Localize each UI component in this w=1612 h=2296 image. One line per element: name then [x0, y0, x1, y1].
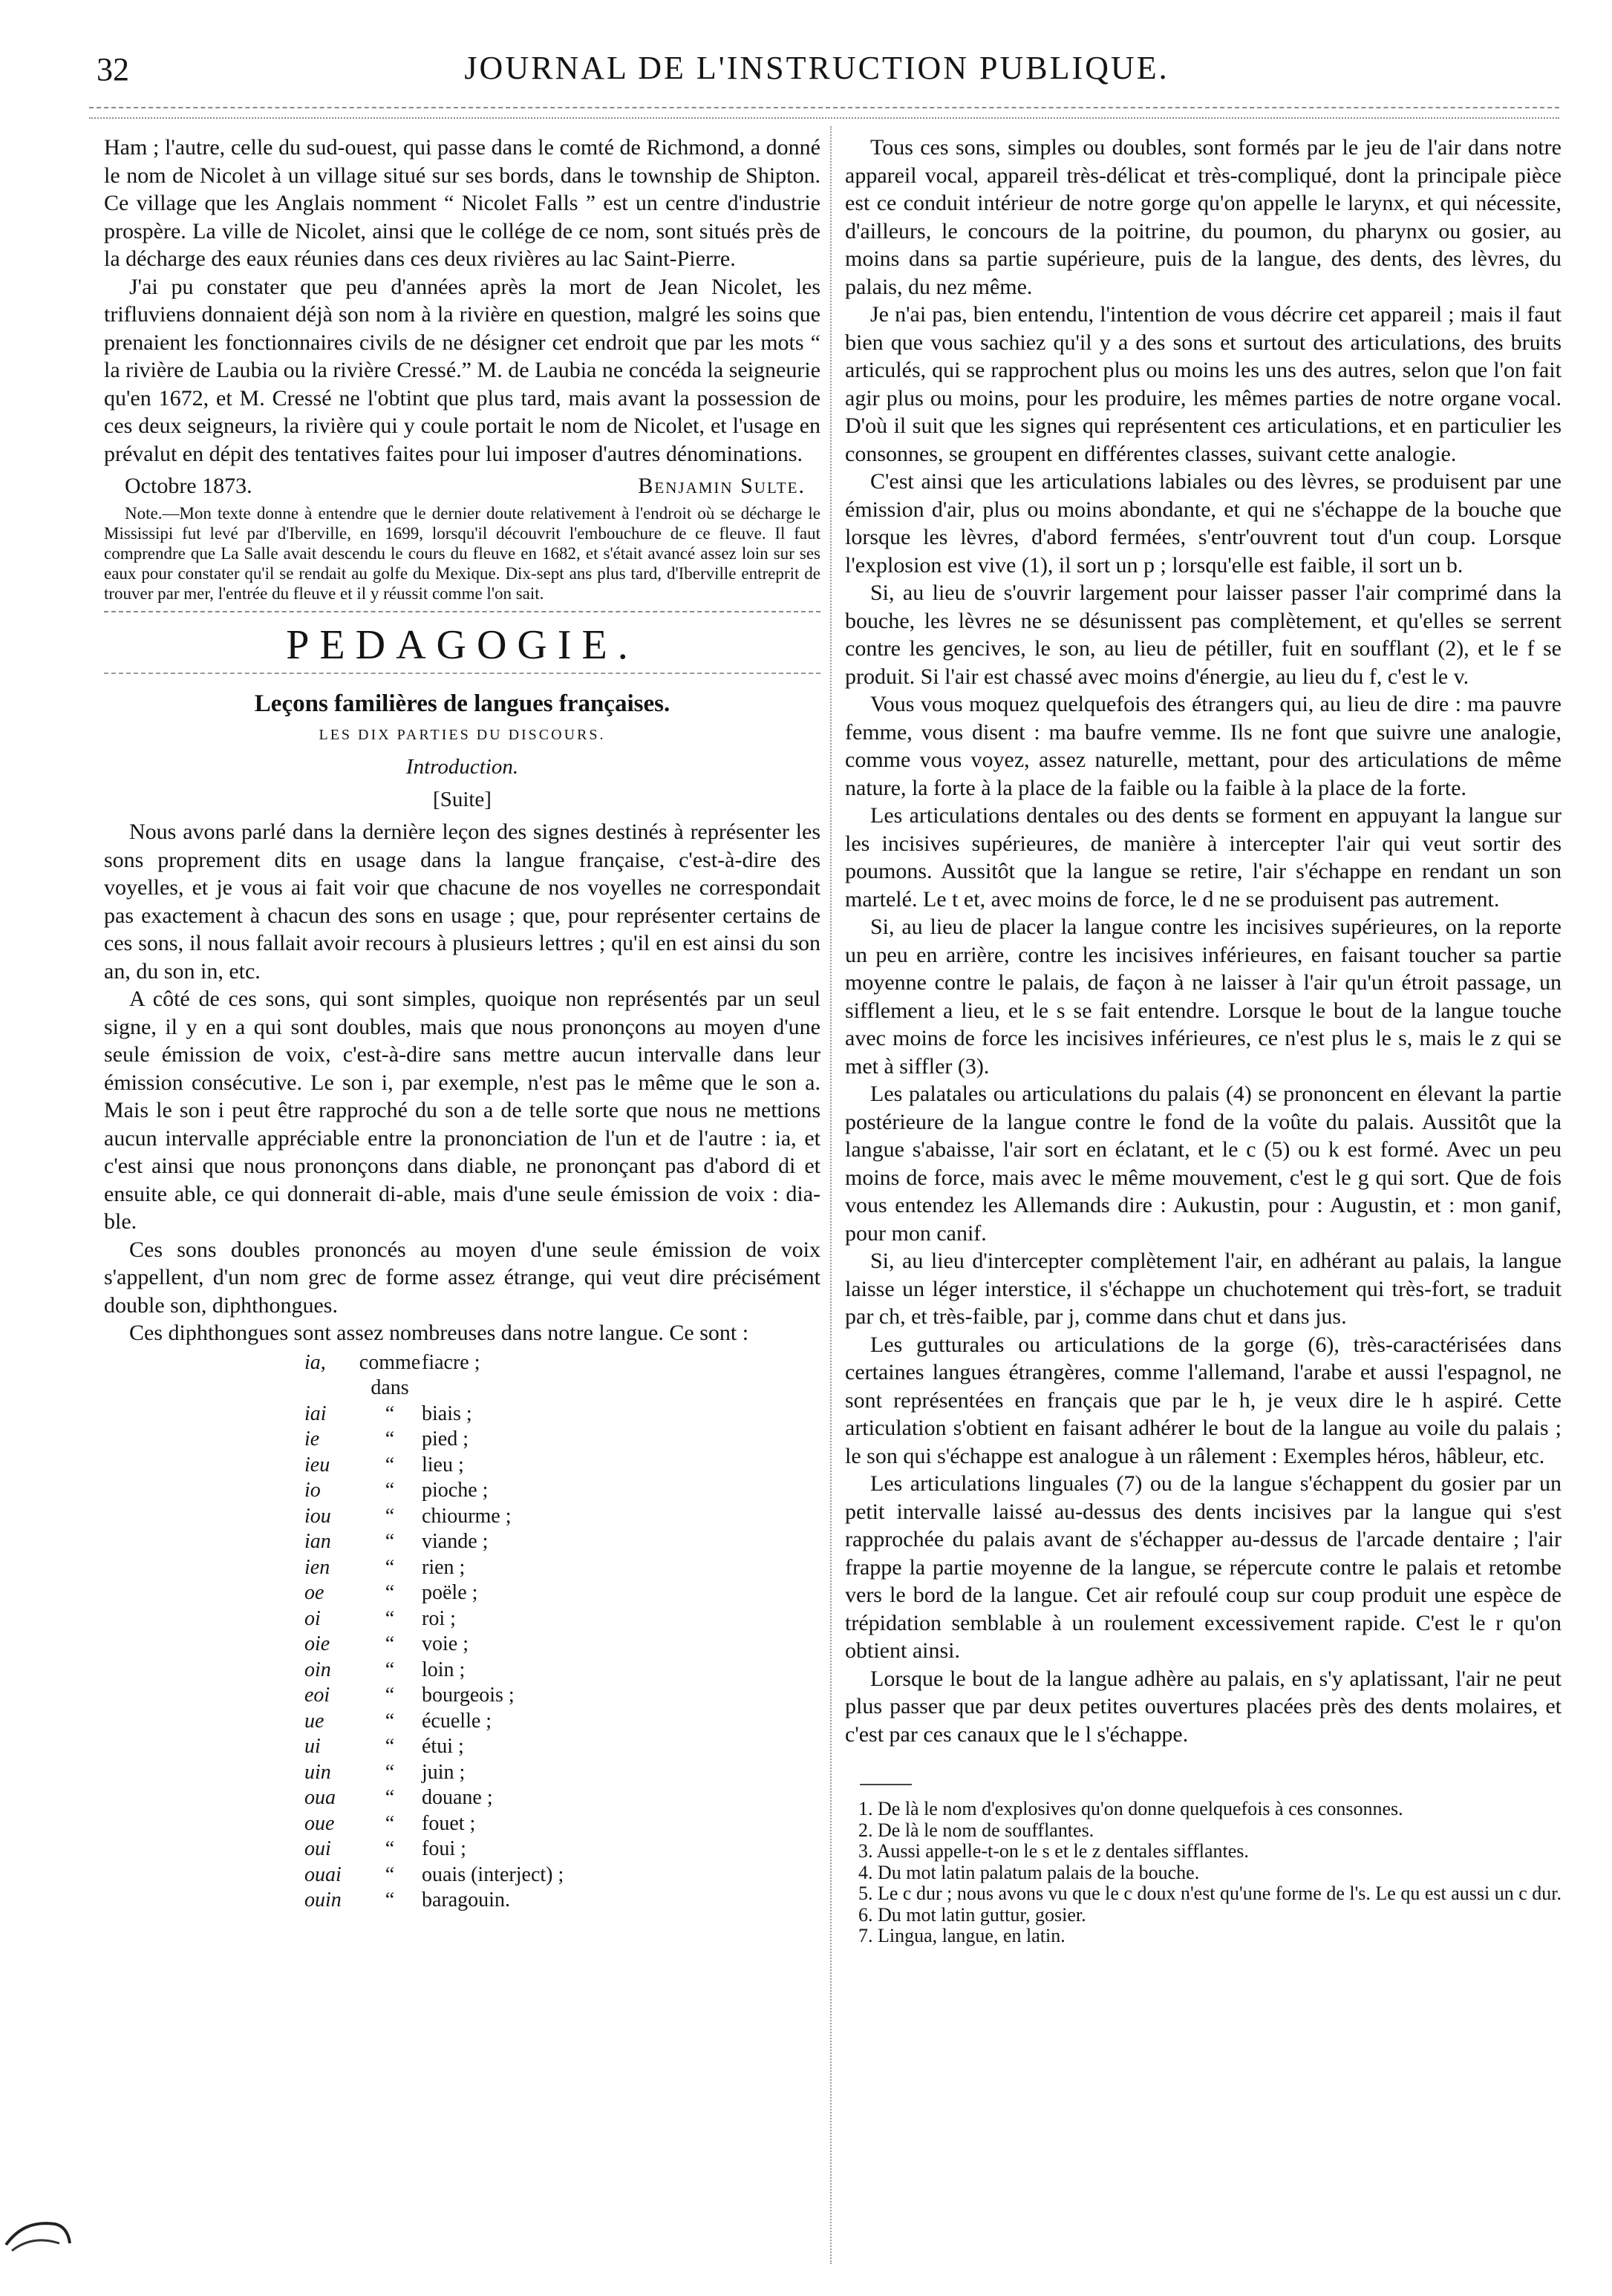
diphthong-example: voie ; [422, 1632, 469, 1655]
lesson-title: Leçons familières de langues françaises. [254, 690, 670, 717]
paragraph: Les gutturales ou articulations de la gorge (6), très-caractérisées dans certaines langues étrangères, comme l'allemand, l'arabe et aussi l'espagnol, ne sont représentées en français que par le h, je veux dire le h aspiré. Cette articulation s'obtient en faisant adhérer le bout de la langue au voile du palais ; le son qui s'échappe est analogue à un râlement : Exemples héros, hâbleur, etc. [845, 1332, 1562, 1468]
diphthong: eoi [304, 1684, 330, 1707]
paragraph: Tous ces sons, simples ou doubles, sont formés par le jeu de l'air dans notre appareil vocal, appareil très-délicat et très-compliqué, dont la principale pièce est ce conduit intérieur de notre gorge qu'on appelle le larynx, et qui nécessite, d'ailleurs, le concours de la poitrine, du poumon, du pharynx ou gosier, au moins dans sa partie supérieure, puis de la langue, des dents, des lèvres, du palais, du nez même. [845, 135, 1562, 299]
diphthong-example: fiacre ; [422, 1350, 480, 1374]
diphthong-marker: “ [385, 1735, 395, 1758]
diphthong: oe [304, 1581, 324, 1604]
diphthong-example: biais ; [422, 1402, 472, 1425]
paragraph: Vous vous moquez quelquefois des étrangers qui, au lieu de dire : ma pauvre femme, vous disent : ma baufre vemme. Ils ne font que suivre une analogie, comme vous voyez, assez naturelle, mettant, pour des articulations de même nature, la forte à la place de la faible ou la faible à la place de la forte. [845, 692, 1562, 800]
diphthong: ouai [304, 1862, 342, 1886]
diphthong-marker: “ [385, 1453, 395, 1476]
diphthong-marker: “ [385, 1606, 395, 1630]
left-column [104, 134, 820, 1914]
paragraph: Si, au lieu d'intercepter complètement l'air, en adhérant au palais, la langue laisse un léger interstice, il s'échappe un chuchotement qui très-fort, se traduit par ch, et très-faible, par j, comme dans chut et dans jus. [845, 1249, 1562, 1329]
paragraph: Les articulations dentales ou des dents se forment en appuyant la langue sur les incisives supérieures, de manière à intercepter l'air qui veut sortir des poumons. Aussitôt que la langue se retire, l'air s'échappe en rendant un son martelé. Le t et, avec moins de force, le d ne se produisent pas autrement. [845, 803, 1562, 912]
diphthong: oie [304, 1632, 330, 1655]
lesson-suite-label: [Suite] [433, 787, 492, 811]
diphthong: ui [304, 1735, 321, 1758]
diphthong-example: viande ; [422, 1530, 489, 1553]
paragraph: Ces sons doubles prononcés au moyen d'une seule émission de voix s'appellent, d'un nom grec de forme assez étrange, qui veut dire précisément double son, diphthongues. [104, 1237, 820, 1318]
diphthong: oin [304, 1658, 331, 1681]
diphthong-marker: “ [385, 1581, 395, 1604]
paragraph: C'est ainsi que les articulations labiales ou des lèvres, se produisent par une émission d'air, plus ou moins abondante, et qui ne s'échappe de la bouche que lorsque les lèvres, d'abord fermées, s'entr'ouvrent tout d'un coup. Lorsque l'explosion est vive (1), il sort un p ; lorsqu'elle est faible, il sort un b. [845, 469, 1562, 578]
footnote: 4. Du mot latin palatum palais de la bouche. [858, 1861, 1200, 1883]
diphthong: ie [304, 1427, 320, 1450]
footnote: 1. De là le nom d'explosives qu'on donne quelquefois à ces consonnes. [858, 1798, 1403, 1819]
paragraph: Ham ; l'autre, celle du sud-ouest, qui passe dans le comté de Richmond, a donné le nom de Nicolet à un village situé sur ses bords, dans le township de Shipton. Ce village que les Anglais nomment “ Nicolet Falls ” est un centre d'industrie prospère. La ville de Nicolet, ainsi que le collége de ce nom, sont situés près de la décharge des eaux réunies dans ces deux rivières au lac Saint-Pierre. [104, 135, 820, 271]
lesson-introduction-heading: Introduction. [405, 755, 519, 779]
article-note: Note.—Mon texte donne à entendre que le dernier doute relativement à l'endroit où se décharge le Mississipi fut levé par d'Iberville, en 1699, lorsqu'il découvrit l'embouchure de ce fleuve. Il faut comprendre que La Salle avait descendu le cours du fleuve en 1682, et s'était avancé assez loin sur ses eaux pour constater qu'il se rendait au golfe du Mexique. Dix-sept ans plus tard, d'Iberville entreprit de trouver par mer, l'entrée du fleuve et il y réussit comme l'on sait. [104, 503, 820, 603]
paragraph: A côté de ces sons, qui sont simples, quoique non représentés par un seul signe, il y en a qui sont doubles, mais que nous prononçons au moyen d'une seule émission de voix, c'est-à-dire sans mettre aucun intervalle dans leur émission consécutive. Le son i, par exemple, n'est pas le même que le son a. Mais le son i peut être rapproché du son a de telle sorte que nous ne mettions aucun intervalle appréciable entre la prononciation de l'un et de l'autre : ia, et c'est ainsi que nous prononçons dans diable, ne prononçant pas d'abord di et ensuite able, ce qui donnerait di-able, mais d'une seule émission de voix : dia-ble. [104, 987, 820, 1234]
diphthong-example: baragouin. [422, 1888, 510, 1911]
journal-title: JOURNAL DE L'INSTRUCTION PUBLIQUE. [464, 50, 1169, 86]
diphthong-marker: “ [385, 1786, 395, 1809]
diphthong-example: poële ; [422, 1581, 478, 1604]
diphthong-example: fouet ; [422, 1811, 476, 1835]
paragraph: Les articulations linguales (7) ou de la langue s'échappent du gosier par un petit intervalle laissé au-dessus des dents incisives par la langue qui s'est rapprochée du palais avant de s'échapper au-dessus de l'arcade dentaire ; l'air frappe la partie moyenne de la langue, se répercute contre le palais et retombe vers le bord de la langue. Cet air refoulé coup sur coup produit une espèce de trépidation semblable à un roulement excessivement rapide. C'est le r qu'on obtient ainsi. [845, 1471, 1562, 1663]
diphthong: ieu [304, 1453, 330, 1476]
diphthong: iou [304, 1504, 331, 1528]
paragraph: J'ai pu constater que peu d'années après la mort de Jean Nicolet, les trifluviens donnaient déjà son nom à la rivière en question, malgré les soins que prenaient les fonctionnaires civils de ne désigner cet endroit que par les mots “ la rivière de Laubia ou la rivière Cressé.” M. de Laubia ne concéda la seigneurie qu'en 1672, et M. Cressé ne l'obtint que plus tard, mais avant la possession de ces deux seigneurs, la rivière qui y coule portait le nom de Nicolet, et l'usage en prévalut en dépit des tentatives faites pour lui imposer d'autres dénominations. [104, 274, 820, 466]
diphthong: iai [304, 1402, 327, 1425]
diphthong: io [304, 1479, 321, 1502]
diphthong: uin [304, 1760, 331, 1784]
diphthong: oi [304, 1606, 321, 1630]
diphthong-example: étui ; [422, 1735, 464, 1758]
section-rule [104, 611, 820, 612]
section-rule [104, 673, 820, 674]
paragraph: Ces diphthongues sont assez nombreuses dans notre langue. Ce sont : [129, 1321, 749, 1345]
diphthong: oui [304, 1837, 331, 1860]
diphthong-marker: “ [385, 1811, 395, 1835]
diphthong-marker: “ [385, 1760, 395, 1784]
diphthong-example: roi ; [422, 1606, 456, 1630]
diphthong: ien [304, 1555, 330, 1579]
diphthong-marker: “ [385, 1658, 395, 1681]
header-rule [89, 107, 1559, 108]
diphthong-marker: “ [385, 1888, 395, 1911]
paragraph: Nous avons parlé dans la dernière leçon des signes destinés à représenter les sons proprement dits en usage dans la langue française, c'est-à-dire des voyelles, et je vous ai fait voir que chacune de nos voyelles ne correspondait pas exactement à chacun des sons en usage ; que, pour représenter certains de ces sons, il nous fallait avoir recours à plusieurs lettres ; qu'il en est ainsi du son an, du son in, etc. [104, 820, 820, 984]
paragraph: Si, au lieu de s'ouvrir largement pour laisser passer l'air comprimé dans la bouche, les lèvres ne se désunissent pas complètement, et qu'elles se serrent contre les gencives, le son, au lieu de pétiller, fuit en soufflant (2), et le f se produit. Si l'air est chassé avec moins d'énergie, au lieu du f, c'est le v. [845, 580, 1562, 689]
footnote-rule [860, 1784, 912, 1785]
diphthong-marker: “ [385, 1427, 395, 1450]
diphthong-marker: “ [385, 1862, 395, 1886]
paragraph: Les palatales ou articulations du palais (4) se prononcent en élevant la partie postérieure de la langue contre le fond de la voûte du palais. Aussitôt que la langue s'abaisse, l'air sort en éclatant, et le c (5) ou k est formé. Avec un peu moins de force, mais avec le même mouvement, c'est le g qui sort. Que de fois vous entendez les Allemands dire : Aukustin, pour : Augustin, et : mon ganif, pour mon canif. [845, 1082, 1562, 1246]
footnotes [845, 1799, 1562, 1947]
page-number: 32 [97, 51, 129, 88]
diphthong: ouin [304, 1888, 342, 1911]
footnote: 5. Le c dur ; nous avons vu que le c doux n'est qu'une forme de l's. Le qu est aussi un c dur. [858, 1883, 1562, 1904]
diphthong-marker: “ [385, 1530, 395, 1553]
diphthong-example: écuelle ; [422, 1709, 492, 1733]
paragraph: Si, au lieu de placer la langue contre les incisives supérieures, on la reporte un peu en arrière, contre les incisives inférieures, en faisant toucher sa partie moyenne contre le palais, de façon à ne laisser à l'air qu'un étroit passage, un sifflement a lieu, et le s se fait entendre. Lorsque le bout de la langue touche avec moins de force les incisives inférieures, ce n'est plus le s, mais le z qui se met à siffler (3). [845, 915, 1562, 1079]
diphthong-example: pied ; [422, 1427, 469, 1450]
page-header [89, 46, 1544, 98]
diphthong: ue [304, 1709, 324, 1733]
diphthong-example: bourgeois ; [422, 1684, 515, 1707]
footnote: 7. Lingua, langue, en latin. [858, 1925, 1066, 1946]
diphthong-example: juin ; [422, 1760, 466, 1784]
footnote: 2. De là le nom de soufflantes. [858, 1819, 1094, 1841]
column-divider [830, 126, 832, 2264]
diphthong-example: chiourme ; [422, 1504, 512, 1528]
header-rule-2 [89, 117, 1559, 119]
footnote: 6. Du mot latin guttur, gosier. [858, 1903, 1086, 1926]
paragraph: Lorsque le bout de la langue adhère au palais, en s'y aplatissant, l'air ne peut plus passer que par deux petites ouvertures placées près des dents molaires, et c'est par ces canaux que le l s'échappe. [845, 1666, 1562, 1747]
diphthong-example: douane ; [422, 1786, 493, 1809]
diphthong-example: ouais (interject) ; [422, 1862, 564, 1886]
diphthong-marker: “ [385, 1709, 395, 1733]
diphthong-example: rien ; [422, 1555, 466, 1579]
diphthong-marker: comme dans [359, 1350, 421, 1399]
diphthong-example: foui ; [422, 1837, 466, 1860]
paragraph: Je n'ai pas, bien entendu, l'intention de vous décrire cet appareil ; mais il faut bien que vous sachiez qu'il y a des sons et surtout des articulations, des bruits articulés, qui se rapprochent plus ou moins les uns des autres, selon que l'on fait agir plus ou moins, pour les produire, les mêmes parties de notre organe vocal. D'où il suit que les signes qui représentent ces articulations, et en particulier les consonnes, se groupent en différentes classes, suivant cette analogie. [845, 302, 1562, 466]
diphthong-example: pioche ; [422, 1479, 489, 1502]
diphthong: oua [304, 1786, 336, 1809]
diphthong: oue [304, 1811, 335, 1835]
footnote: 3. Aussi appelle-t-on le s et le z dentales sifflantes. [858, 1840, 1249, 1862]
diphthong-marker: “ [385, 1837, 395, 1860]
diphthong: ia, [304, 1350, 326, 1374]
diphthong-marker: “ [385, 1504, 395, 1528]
diphthong-example: loin ; [422, 1658, 466, 1681]
article-author: Benjamin Sulte. [638, 474, 806, 498]
diphthong: ian [304, 1530, 331, 1553]
diphthong-marker: “ [385, 1479, 395, 1502]
signature-line [104, 468, 820, 500]
section-title: PEDAGOGIE. [286, 621, 639, 668]
diphthong-example: lieu ; [422, 1453, 464, 1476]
diphthong-marker: “ [385, 1402, 395, 1425]
diphthong-marker: “ [385, 1555, 395, 1579]
diphthong-list [304, 1350, 820, 1914]
ink-flourish-icon [3, 2199, 74, 2258]
lesson-subtitle: LES DIX PARTIES DU DISCOURS. [319, 726, 606, 743]
right-column [845, 134, 1562, 1947]
diphthong-marker: “ [385, 1684, 395, 1707]
article-date: Octobre 1873. [125, 474, 252, 498]
diphthong-marker: “ [385, 1632, 395, 1655]
